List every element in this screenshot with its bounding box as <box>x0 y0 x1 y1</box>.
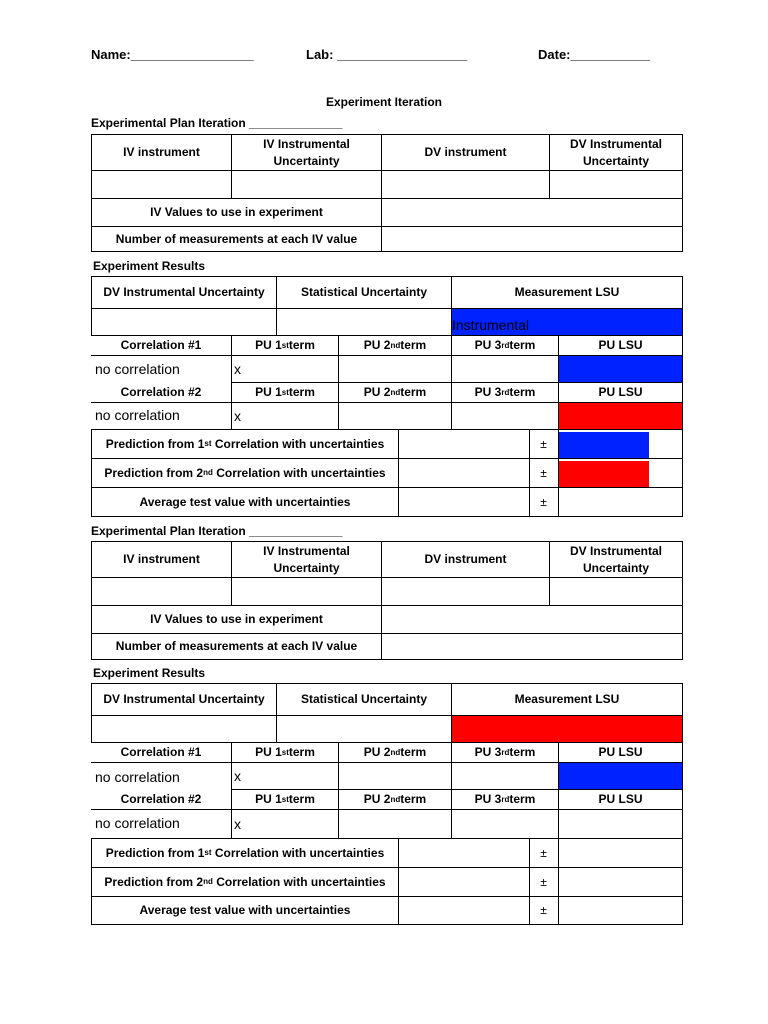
dv-uncertainty-cell[interactable] <box>91 308 277 336</box>
average-label: Average test value with uncertainties <box>91 896 399 925</box>
name-field[interactable]: Name:_________________ <box>91 47 254 62</box>
dv-uncertainty-cell[interactable] <box>91 715 277 743</box>
pu3-header: PU 3 rd term <box>451 742 559 763</box>
iv-uncertainty-cell[interactable] <box>231 170 382 199</box>
results-heading: Experiment Results <box>93 666 206 680</box>
measurement-lsu-cell[interactable] <box>451 715 683 743</box>
num-measurements-label: Number of measurements at each IV value <box>91 633 382 660</box>
average-pm: ± <box>529 487 559 517</box>
correlation1-value[interactable]: no correlation <box>95 769 180 785</box>
prediction2-red-fill <box>559 461 649 487</box>
average-label: Average test value with uncertainties <box>91 487 399 517</box>
stat-uncertainty-header: Statistical Uncertainty <box>276 276 452 309</box>
pu-lsu-cell[interactable] <box>558 402 683 430</box>
pu1-cell[interactable]: x <box>231 762 339 790</box>
pu-lsu-cell[interactable] <box>558 762 683 790</box>
pu3-header: PU 3 rd term <box>451 335 559 356</box>
dv-uncertainty-cell[interactable] <box>549 577 683 606</box>
prediction2-label: Prediction from 2 nd Correlation with uncertainties <box>91 867 399 897</box>
iv-uncertainty-header: IV Instrumental Uncertainty <box>231 134 382 171</box>
pu2-header: PU 2 nd term <box>338 742 452 763</box>
dv-instrument-header: DV instrument <box>381 134 550 171</box>
correlation2-label: Correlation #2 <box>91 382 232 403</box>
average-uncertainty[interactable] <box>558 487 683 517</box>
pu2-header: PU 2 nd term <box>338 382 452 403</box>
correlation2-value[interactable]: no correlation <box>95 407 180 423</box>
correlation2-label: Correlation #2 <box>91 789 232 810</box>
pu2-cell[interactable] <box>338 355 452 383</box>
pu-lsu-cell[interactable] <box>558 809 683 839</box>
prediction1-value[interactable] <box>398 429 530 459</box>
pu-lsu-header: PU LSU <box>558 742 683 763</box>
prediction1-value[interactable] <box>398 838 530 868</box>
pu1-cell[interactable]: x <box>231 355 339 383</box>
pu1-header: PU 1 st term <box>231 382 339 403</box>
iv-values-label: IV Values to use in experiment <box>91 198 382 227</box>
iv-values-cell[interactable] <box>381 605 683 634</box>
prediction1-label: Prediction from 1 st Correlation with uncertainties <box>91 429 399 459</box>
pu1-header: PU 1 st term <box>231 742 339 763</box>
pu1-cell[interactable]: x <box>231 402 339 430</box>
pu1-header: PU 1 st term <box>231 789 339 810</box>
dv-instrument-header: DV instrument <box>381 541 550 578</box>
date-field[interactable]: Date:___________ <box>538 47 651 62</box>
pu-lsu-header: PU LSU <box>558 335 683 356</box>
measurement-lsu-header: Measurement LSU <box>451 276 683 309</box>
correlation1-label: Correlation #1 <box>91 742 232 763</box>
page-title: Experiment Iteration <box>325 95 443 109</box>
num-measurements-cell[interactable] <box>381 633 683 660</box>
stat-uncertainty-cell[interactable] <box>276 715 452 743</box>
pu3-cell[interactable] <box>451 762 559 790</box>
prediction1-uncertainty[interactable] <box>558 838 683 868</box>
pu3-header: PU 3 rd term <box>451 789 559 810</box>
instrumental-text: Instrumental <box>452 316 530 333</box>
pu3-header: PU 3 rd term <box>451 382 559 403</box>
average-value[interactable] <box>398 896 530 925</box>
pu2-cell[interactable] <box>338 402 452 430</box>
average-uncertainty[interactable] <box>558 896 683 925</box>
pu3-cell[interactable] <box>451 809 559 839</box>
pu2-cell[interactable] <box>338 762 452 790</box>
dv-uncertainty-header: DV Instrumental Uncertainty <box>549 134 683 171</box>
num-measurements-label: Number of measurements at each IV value <box>91 226 382 252</box>
measurement-lsu-cell[interactable] <box>451 308 683 336</box>
prediction1-label: Prediction from 1 st Correlation with uncertainties <box>91 838 399 868</box>
prediction2-value[interactable] <box>398 867 530 897</box>
pu3-cell[interactable] <box>451 402 559 430</box>
plan-heading: Experimental Plan Iteration ______________ <box>91 116 343 130</box>
pu-lsu-header: PU LSU <box>558 789 683 810</box>
pu-lsu-cell[interactable] <box>558 355 683 383</box>
average-pm: ± <box>529 896 559 925</box>
pu3-cell[interactable] <box>451 355 559 383</box>
prediction2-pm: ± <box>529 867 559 897</box>
plan-heading: Experimental Plan Iteration ______________ <box>91 524 343 538</box>
prediction2-pm: ± <box>529 458 559 488</box>
lab-field[interactable]: Lab: __________________ <box>306 47 468 62</box>
pu-lsu-header: PU LSU <box>558 382 683 403</box>
correlation2-value[interactable]: no correlation <box>95 815 180 831</box>
dv-instrument-cell[interactable] <box>381 170 550 199</box>
iv-instrument-cell[interactable] <box>91 170 232 199</box>
iv-instrument-header: IV instrument <box>91 541 232 578</box>
prediction1-pm: ± <box>529 429 559 459</box>
pu1-cell[interactable]: x <box>231 809 339 839</box>
prediction2-value[interactable] <box>398 458 530 488</box>
measurement-lsu-header: Measurement LSU <box>451 683 683 716</box>
dv-uncertainty-cell[interactable] <box>549 170 683 199</box>
prediction2-uncertainty[interactable] <box>558 867 683 897</box>
iv-values-cell[interactable] <box>381 198 683 227</box>
iv-instrument-header: IV instrument <box>91 134 232 171</box>
iv-values-label: IV Values to use in experiment <box>91 605 382 634</box>
dv-uncertainty-header: DV Instrumental Uncertainty <box>549 541 683 578</box>
dv-uncertainty-header: DV Instrumental Uncertainty <box>91 276 277 309</box>
correlation1-label: Correlation #1 <box>91 335 232 356</box>
prediction1-pm: ± <box>529 838 559 868</box>
pu2-header: PU 2 nd term <box>338 789 452 810</box>
dv-instrument-cell[interactable] <box>381 577 550 606</box>
stat-uncertainty-cell[interactable] <box>276 308 452 336</box>
stat-uncertainty-header: Statistical Uncertainty <box>276 683 452 716</box>
iv-instrument-cell[interactable] <box>91 577 232 606</box>
iv-uncertainty-header: IV Instrumental Uncertainty <box>231 541 382 578</box>
pu2-cell[interactable] <box>338 809 452 839</box>
prediction1-blue-fill <box>559 432 649 458</box>
prediction2-label: Prediction from 2 nd Correlation with uncertainties <box>91 458 399 488</box>
results-heading: Experiment Results <box>93 259 206 273</box>
average-value[interactable] <box>398 487 530 517</box>
iv-uncertainty-cell[interactable] <box>231 577 382 606</box>
num-measurements-cell[interactable] <box>381 226 683 252</box>
correlation1-value[interactable]: no correlation <box>95 361 180 377</box>
pu2-header: PU 2 nd term <box>338 335 452 356</box>
dv-uncertainty-header: DV Instrumental Uncertainty <box>91 683 277 716</box>
pu1-header: PU 1 st term <box>231 335 339 356</box>
